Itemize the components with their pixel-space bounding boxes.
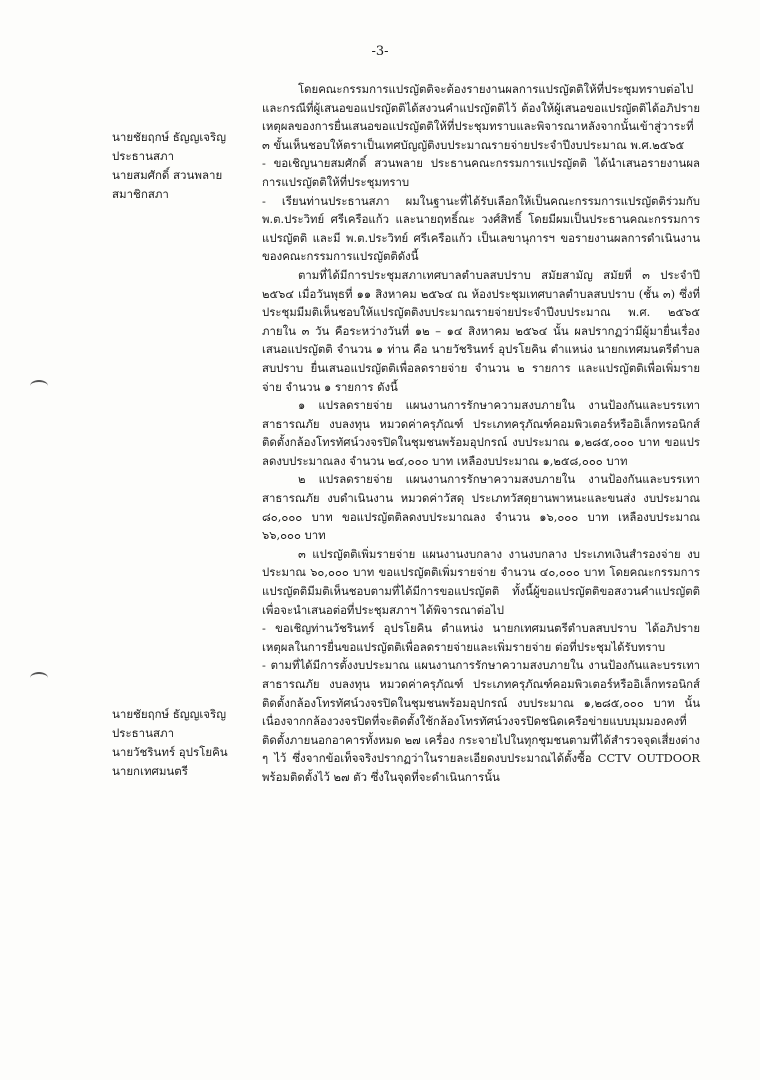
speaker-name: นายชัยฤกษ์ ธัญญเจริญ bbox=[112, 707, 227, 721]
speaker-title: ประธานสภา bbox=[112, 726, 175, 740]
minutes-body bbox=[262, 80, 700, 787]
paragraph: ๒ แปรลดรายจ่าย แผนงานการรักษาความสงบภายใน งานป้องกันและบรรเทาสาธารณภัย งบดำเนินงาน หมวดค่าวัสดุ ประเภทวัสดุยานพาหนะและขนส่ง งบประมาณ ๘๐,๐๐๐ บาท ขอแปรญัตติลดงบประมาณลง จำนวน ๑๖,๐๐๐ บาท เหลืองบประมาณ ๖๖,๐๐๐ บาท bbox=[262, 472, 700, 543]
page-number: -3- bbox=[371, 44, 389, 59]
paragraph: โดยคณะกรรมการแปรญัตติจะต้องรายงานผลการแปรญัตติให้ที่ประชุมทราบต่อไป และกรณีที่ผู้เสนอขอแปรญัตติได้สงวนคำแปรญัตติไว้ ต้องให้ผู้เสนอขอแปรญัตติได้อภิปรายเหตุผลของการยื่นเสนอขอแปรญัตติให้ที่ประชุมทราบและพิจารณาหลังจากนั้นเข้าสู่วาระที่ ๓ ขั้นเห็นชอบให้ตราเป็นเทศบัญญัติงบประมาณรายจ่ายประจำปีงบประมาณ พ.ศ.๒๕๖๕ bbox=[262, 82, 700, 152]
paragraph: ๑ แปรลดรายจ่าย แผนงานการรักษาความสงบภายใน งานป้องกันและบรรเทาสาธารณภัย งบลงทุน หมวดค่าครุภัณฑ์ ประเภทครุภัณฑ์คอมพิวเตอร์หรืออิเล็กทรอนิกส์ ติดตั้งกล้องโทรทัศน์วงจรปิดในชุมชนพร้อมอุปกรณ์ งบประมาณ ๑,๒๘๕,๐๐๐ บาท ขอแปรลดงบประมาณลง จำนวน ๒๔,๐๐๐ บาท เหลืองบประมาณ ๑,๒๕๘,๐๐๐ บาท bbox=[262, 398, 700, 468]
paragraph: - เรียนท่านประธานสภา ผมในฐานะที่ได้รับเลือกให้เป็นคณะกรรมการแปรญัตติร่วมกับ พ.ต.ประวิทย์ ศรีเครือแก้ว และนายฤทธิ์ณะ วงศ์สิทธิ์ โดยมีผมเป็นประธานคณะกรรมการแปรญัตติ และมี พ.ต.ประวิทย์ ศรีเครือแก้ว เป็นเลขานุการฯ ขอรายงานผลการดำเนินงานของคณะกรรมการแปรญัตติดังนี้ bbox=[262, 193, 700, 264]
paragraph: ตามที่ได้มีการประชุมสภาเทศบาลตำบลสบปราบ สมัยสามัญ สมัยที่ ๓ ประจำปี ๒๕๖๔ เมื่อวันพุธที่ ๑๑ สิงหาคม ๒๕๖๔ ณ ห้องประชุมเทศบาลตำบลสบปราบ (ชั้น ๓) ซึ่งที่ประชุมมีมติเห็นชอบให้แปรญัตติงบประมาณรายจ่ายประจำปีงบประมาณ พ.ศ. ๒๕๖๕ ภายใน ๓ วัน คือระหว่างวันที่ ๑๒ – ๑๔ สิงหาคม ๒๕๖๔ นั้น ผลปรากฏว่ามีผู้มายื่นเรื่องเสนอแปรญัตติ จำนวน ๑ ท่าน คือ นายวัชรินทร์ อุปรโยคิน ตำแหน่ง นายกเทศมนตรีตำบลสบปราบ ยื่นเสนอแปรญัตติเพื่อลดรายจ่าย จำนวน ๒ รายการ และแปรญัตติเพื่อเพิ่มรายจ่าย จำนวน ๑ รายการ ดังนี้ bbox=[262, 267, 700, 394]
speaker-name: นายวัชรินทร์ อุปรโยคิน bbox=[112, 745, 228, 759]
speaker-name: นายสมศักดิ์ สวนพลาย bbox=[112, 168, 223, 182]
binder-hole-mark bbox=[30, 380, 48, 392]
binder-hole-mark bbox=[30, 672, 48, 684]
speaker-title: ประธานสภา bbox=[112, 149, 175, 163]
paragraph: - ขอเชิญนายสมศักดิ์ สวนพลาย ประธานคณะกรรมการแปรญัตติ ได้นำเสนอรายงานผลการแปรญัตติให้ที่ประชุมทราบ bbox=[262, 156, 700, 189]
speaker-title: สมาชิกสภา bbox=[112, 187, 169, 201]
paragraph: - ตามที่ได้มีการตั้งงบประมาณ แผนงานการรักษาความสงบภายใน งานป้องกันและบรรเทาสาธารณภัย งบลงทุน หมวดค่าครุภัณฑ์ ประเภทครุภัณฑ์คอมพิวเตอร์หรืออิเล็กทรอนิกส์ ติดตั้งกล้องโทรทัศน์วงจรปิดในชุมชนพร้อมอุปกรณ์ งบประมาณ ๑,๒๘๕,๐๐๐ บาท นั้น เนื่องจากกล้องวงจรปิดที่จะติดตั้งใช้กล้องโทรทัศน์วงจรปิดชนิดเครือข่ายแบบมุมมองคงที่ติดตั้งภายนอกอาคารทั้งหมด ๒๗ เครื่อง กระจายไปในทุกชุมชนตามที่ได้สำรวจจุดเสี่ยงต่าง ๆ ไว้ ซึ่งจากข้อเท็จจริงปรากฏว่าในรายละเอียดงบประมาณได้ตั้งซื้อ CCTV OUTDOOR พร้อมติดตั้งไว้ ๒๗ ตัว ซึ่งในจุดที่จะดำเนินการนั้น bbox=[262, 658, 700, 784]
paragraph: - ขอเชิญท่านวัชรินทร์ อุปรโยคิน ตำแหน่ง นายกเทศมนตรีตำบลสบปราบ ได้อภิปรายเหตุผลในการยื่นขอแปรญัตติเพื่อลดรายจ่ายและเพิ่มรายจ่าย ต่อที่ประชุมได้รับทราบ bbox=[262, 621, 700, 654]
paragraph: ๓ แปรญัตติเพิ่มรายจ่าย แผนงานงบกลาง งานงบกลาง ประเภทเงินสำรองจ่าย งบประมาณ ๖๐,๐๐๐ บาท ขอแปรญัตติเพิ่มรายจ่าย จำนวน ๔๐,๐๐๐ บาท โดยคณะกรรมการแปรญัตติมีมติเห็นชอบตามที่ได้มีการขอแปรญัตติ ทั้งนี้ผู้ขอแปรญัตติขอสงวนคำแปรญัตติเพื่อจะนำเสนอต่อที่ประชุมสภาฯ ได้พิจารณาต่อไป bbox=[262, 546, 700, 617]
speaker-title: นายกเทศมนตรี bbox=[112, 764, 188, 778]
speaker-name: นายชัยฤกษ์ ธัญญเจริญ bbox=[112, 130, 227, 144]
speaker-block-2 bbox=[112, 705, 262, 781]
speaker-block-1 bbox=[112, 128, 262, 204]
